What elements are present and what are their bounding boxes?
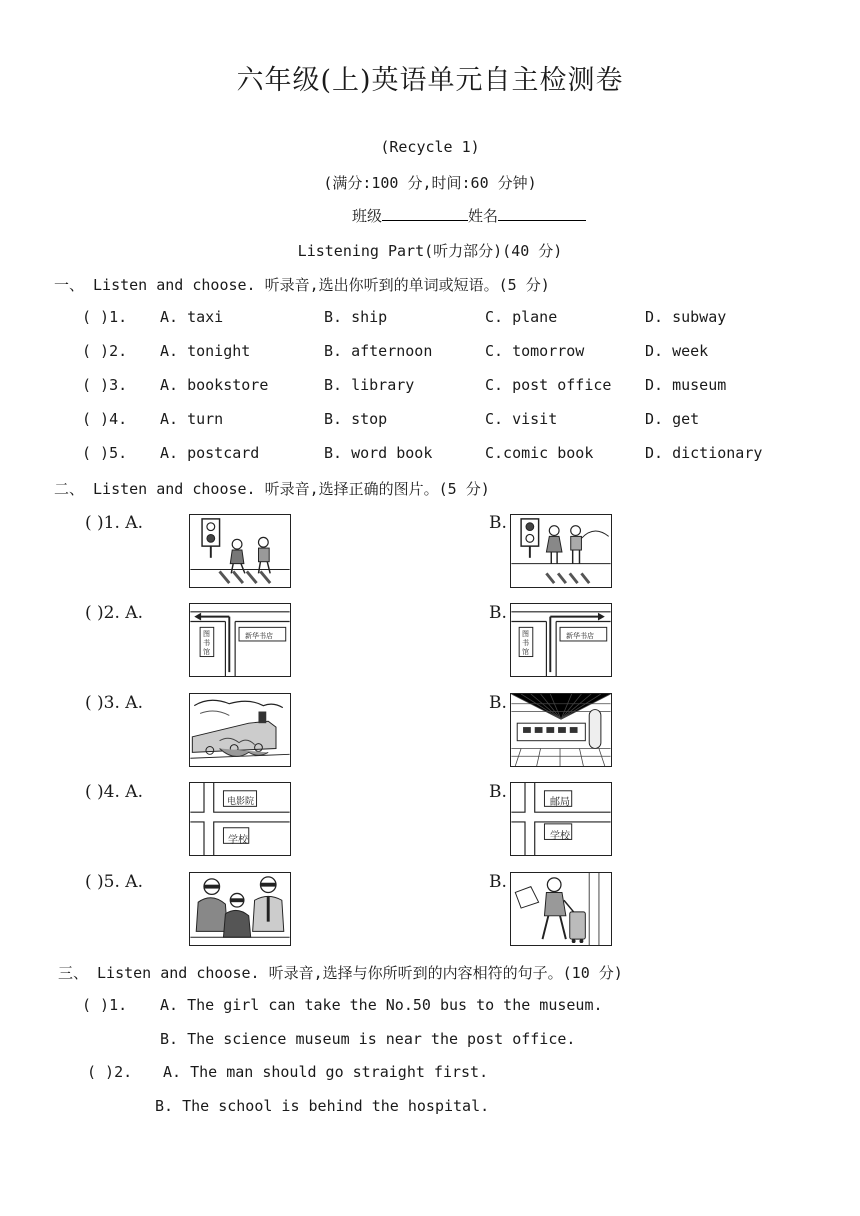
- option-c: C. tomorrow: [485, 342, 585, 360]
- option-a: A. turn: [160, 410, 224, 428]
- question-number[interactable]: ( )5.: [82, 444, 128, 462]
- train-picture-a[interactable]: [189, 693, 291, 767]
- s2-item5-label-b[interactable]: B.: [489, 872, 507, 892]
- option-d: D. museum: [645, 376, 727, 394]
- option-d: D. dictionary: [645, 444, 763, 462]
- s1-question-1: [0, 308, 860, 330]
- family-group-illustration: [190, 873, 290, 945]
- s2-item4-label-b[interactable]: B.: [489, 782, 507, 802]
- s1-question-3: [0, 376, 860, 398]
- option-a: A. taxi: [160, 308, 224, 326]
- s3-question-1-option-b: B. The science museum is near the post office.: [160, 1030, 576, 1048]
- traveller-with-suitcase-illustration: [511, 873, 611, 945]
- map-picture-b[interactable]: [510, 782, 612, 856]
- page-title: 六年级(上)英语单元自主检测卷: [236, 65, 624, 96]
- train-picture-b[interactable]: [510, 693, 612, 767]
- people-picture-b[interactable]: [510, 872, 612, 946]
- bookstore-sign: 新华书店: [245, 632, 273, 640]
- option-c: C. plane: [485, 308, 558, 326]
- bookstore-sign: 新华书店: [566, 632, 594, 640]
- s2-item2-label-a[interactable]: ( )2. A.: [85, 603, 143, 623]
- option-a: A. postcard: [160, 444, 260, 462]
- option-b: B. afternoon: [324, 342, 433, 360]
- subway-station-illustration: [511, 694, 611, 766]
- section2-heading: 二、 Listen and choose. 听录音,选择正确的图片。(5 分): [54, 480, 490, 498]
- steam-train-illustration: [190, 694, 290, 766]
- s2-item2-label-b[interactable]: B.: [489, 603, 507, 623]
- option-d: D. get: [645, 410, 700, 428]
- s3-question-1-number[interactable]: ( )1.: [82, 996, 128, 1014]
- option-a: A. tonight: [160, 342, 251, 360]
- option-b: B. stop: [324, 410, 388, 428]
- people-picture-a[interactable]: [189, 872, 291, 946]
- s1-question-2: [0, 342, 860, 364]
- traffic-crossing-illustration: [190, 515, 290, 587]
- s2-item3-label-b[interactable]: B.: [489, 693, 507, 713]
- option-b: B. word book: [324, 444, 433, 462]
- class-name-line: [352, 205, 586, 226]
- s2-item1-label-a[interactable]: ( )1. A.: [85, 513, 143, 533]
- s2-item5-label-a[interactable]: ( )5. A.: [85, 872, 143, 892]
- section3-heading: 三、 Listen and choose. 听录音,选择与你所听到的内容相符的句子。(10 分): [58, 964, 623, 982]
- score-time: (满分:100 分,时间:60 分钟): [323, 174, 537, 192]
- option-c: C. post office: [485, 376, 612, 394]
- traffic-crossing-illustration: [511, 515, 611, 587]
- direction-picture-a[interactable]: [189, 603, 291, 677]
- crossing-picture-b[interactable]: [510, 514, 612, 588]
- library-sign: 图书馆: [203, 630, 210, 656]
- question-number[interactable]: ( )4.: [82, 410, 128, 428]
- name-label: 姓名: [468, 207, 499, 225]
- s1-question-5: [0, 444, 860, 466]
- option-c: C.comic book: [485, 444, 594, 462]
- s3-question-2-number[interactable]: ( )2.: [87, 1063, 133, 1081]
- option-b: B. ship: [324, 308, 388, 326]
- class-blank[interactable]: [382, 206, 468, 221]
- map-picture-a[interactable]: [189, 782, 291, 856]
- question-number[interactable]: ( )1.: [82, 308, 128, 326]
- option-a: A. bookstore: [160, 376, 269, 394]
- s2-item1-label-b[interactable]: B.: [489, 513, 507, 533]
- option-b: B. library: [324, 376, 415, 394]
- question-number[interactable]: ( )3.: [82, 376, 128, 394]
- option-d: D. week: [645, 342, 709, 360]
- school-sign: 学校: [228, 835, 248, 846]
- section1-heading: 一、 Listen and choose. 听录音,选出你听到的单词或短语。(5 分): [54, 276, 550, 294]
- s3-question-2-option-b: B. The school is behind the hospital.: [155, 1097, 490, 1115]
- crossing-picture-a[interactable]: [189, 514, 291, 588]
- option-d: D. subway: [645, 308, 727, 326]
- direction-picture-b[interactable]: [510, 603, 612, 677]
- option-c: C. visit: [485, 410, 558, 428]
- s2-item4-label-a[interactable]: ( )4. A.: [85, 782, 143, 802]
- s1-question-4: [0, 410, 860, 432]
- question-number[interactable]: ( )2.: [82, 342, 128, 360]
- s3-question-2-option-a: A. The man should go straight first.: [163, 1063, 489, 1081]
- school-sign: 学校: [550, 831, 570, 842]
- cinema-sign: 电影院: [227, 797, 255, 807]
- part-title: Listening Part(听力部分)(40 分): [297, 242, 563, 260]
- s2-item3-label-a[interactable]: ( )3. A.: [85, 693, 143, 713]
- class-label: 班级: [352, 207, 383, 225]
- post-office-sign: 邮局: [550, 797, 570, 808]
- library-sign: 图书馆: [522, 630, 529, 656]
- name-blank[interactable]: [498, 206, 586, 221]
- subtitle: (Recycle 1): [380, 138, 480, 156]
- s3-question-1-option-a: A. The girl can take the No.50 bus to the museum.: [160, 996, 603, 1014]
